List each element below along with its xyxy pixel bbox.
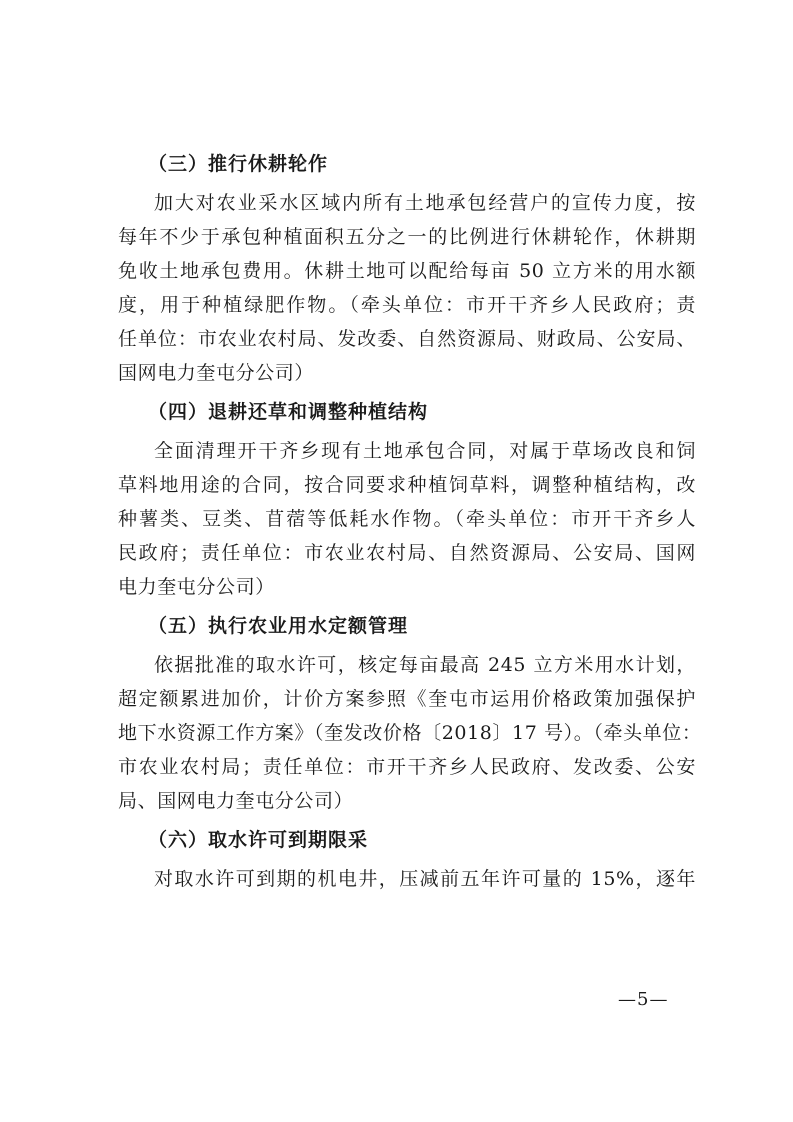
page-number: —5—: [618, 989, 669, 1010]
section-paragraph: [118, 434, 696, 604]
paragraph-line: 全面清理开干齐乡现有土地承包合同，对属于草场改良和饲: [154, 440, 696, 462]
section-heading: （五）执行农业用水定额管理: [148, 615, 409, 637]
section-heading: （六）取水许可到期限采: [148, 829, 369, 851]
section-paragraph: [118, 862, 696, 896]
paragraph-line: 加大对农业采水区域内所有土地承包经营户的宣传力度，按: [154, 192, 696, 214]
paragraph-line: 任单位：市农业农村局、发改委、自然资源局、财政局、公安局、: [118, 328, 696, 350]
section-paragraph: [118, 648, 702, 818]
paragraph-line: 电力奎屯分公司）: [118, 576, 275, 598]
paragraph-line: 草料地用途的合同，按合同要求种植饲草料，调整种植结构，改: [118, 474, 696, 496]
paragraph-line: 对取水许可到期的机电井，压减前五年许可量的 15%，逐年: [154, 868, 696, 890]
section-heading: （四）退耕还草和调整种植结构: [148, 401, 429, 423]
paragraph-line: 市农业农村局；责任单位：市开干齐乡人民政府、发改委、公安: [118, 756, 696, 778]
paragraph-line: 度，用于种植绿肥作物。（牵头单位：市开干齐乡人民政府；责: [118, 294, 696, 316]
section-paragraph: [118, 186, 696, 390]
paragraph-line: 地下水资源工作方案》（奎发改价格〔2018〕17 号）。（牵头单位：: [118, 722, 702, 744]
document-body: [118, 148, 702, 896]
paragraph-line: 局、国网电力奎屯分公司）: [118, 790, 354, 812]
paragraph-line: 每年不少于承包种植面积五分之一的比例进行休耕轮作，休耕期: [118, 226, 696, 248]
paragraph-line: 免收土地承包费用。休耕土地可以配给每亩 50 立方米的用水额: [118, 260, 696, 282]
paragraph-line: 种薯类、豆类、苜蓿等低耗水作物。（牵头单位：市开干齐乡人: [118, 508, 696, 530]
paragraph-line: 超定额累进加价，计价方案参照《奎屯市运用价格政策加强保护: [118, 688, 696, 710]
paragraph-line: 国网电力奎屯分公司）: [118, 362, 315, 384]
paragraph-line: 依据批准的取水许可，核定每亩最高 245 立方米用水计划，: [154, 654, 696, 676]
section-heading: （三）推行休耕轮作: [148, 153, 329, 175]
paragraph-line: 民政府；责任单位：市农业农村局、自然资源局、公安局、国网: [118, 542, 696, 564]
